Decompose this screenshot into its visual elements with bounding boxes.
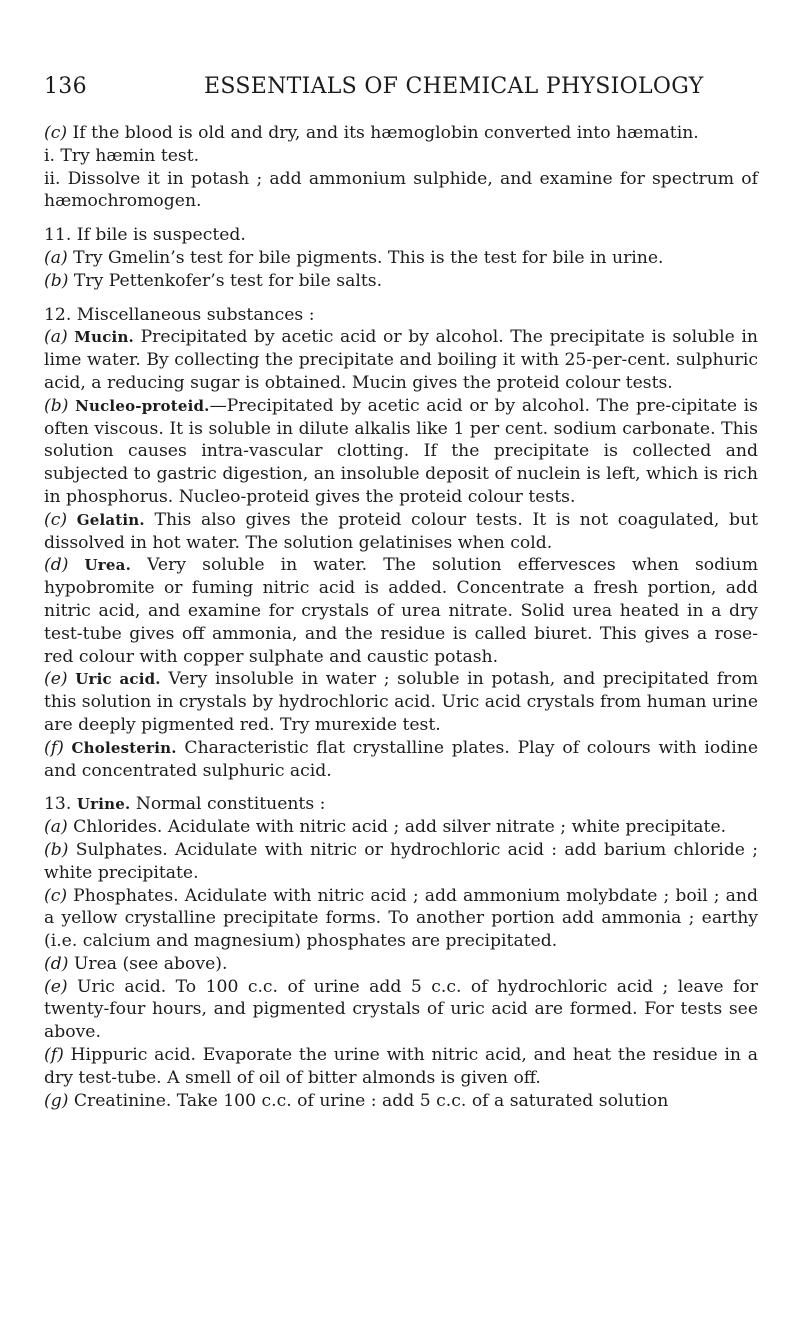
para-text: Try Pettenkofer’s test for bile salts. [68, 270, 383, 291]
running-head [44, 74, 758, 104]
term-heading: Cholesterin. [71, 738, 177, 757]
item-marker: (d) [44, 953, 69, 974]
para-text: This also gives the proteid colour tests. It is not coagulated, but dissolved in hot water. The solution gelatinises when cold. [44, 509, 758, 553]
para-gelatin [44, 509, 758, 555]
item-marker: (b) [44, 839, 69, 860]
para-text: ii. Dissolve it in potash ; add ammonium sulphide, and examine for spectrum of hæmochromogen. [44, 168, 758, 212]
para-urea [44, 554, 758, 668]
para-text: Sulphates. Acidulate with nitric or hydrochloric acid : add barium chloride ; white precipitate. [44, 839, 758, 883]
para-text: Very soluble in water. The solution effervesces when sodium hypobromite or fuming nitric acid is added. Concentrate a fresh portion, add nitric acid, and examine for crystals of urea nitrate. Solid urea heated in a dry test-tube gives off ammonia, and the residue is called biuret. This gives a rose-red colour with copper sulphate and caustic potash. [44, 555, 759, 667]
para-mucin [44, 326, 758, 394]
item-marker: (e) [44, 976, 68, 997]
para-nucleo-proteid [44, 395, 758, 509]
term-heading: Urine. [76, 795, 131, 814]
para-chlorides [44, 816, 758, 839]
para-pettenkofer [44, 270, 758, 293]
para-text: —Precipitated by acetic acid or by alcohol. The pre-cipitate is often viscous. It is soluble in dilute alkalis like 1 per cent. sodium carbonate. This solution causes intra-vascular clotting. If the precipitate is collected and subjected to gastric digestion, an insoluble deposit of nuclein is left, which is rich in phosphorus. Nucleo-proteid gives the proteid colour tests. [44, 395, 758, 507]
page-body [44, 122, 758, 1112]
para-text: Creatinine. Take 100 c.c. of urine : add 5 c.c. of a saturated solution [68, 1090, 669, 1111]
item-marker: (b) [44, 395, 69, 416]
item-marker: (a) [44, 247, 68, 268]
para-c-haematin [44, 122, 758, 145]
para-text: If the blood is old and dry, and its hæmoglobin converted into hæmatin. [67, 123, 699, 143]
para-potash [44, 168, 758, 214]
item-marker: (g) [44, 1090, 69, 1111]
item-marker: (a) [44, 327, 68, 348]
para-text: Normal constituents : [130, 794, 326, 815]
section-11-heading [44, 224, 758, 247]
para-cholesterin [44, 737, 758, 783]
para-text: Characteristic flat crystalline plates. Play of colours with iodine and concentrated sulphuric acid. [44, 737, 758, 781]
item-marker: (b) [44, 270, 69, 291]
item-marker: (f) [44, 1045, 64, 1066]
para-sulphates [44, 839, 758, 885]
para-text: Try Gmelin’s test for bile pigments. This is the test for bile in urine. [67, 247, 664, 268]
para-urea-see-above [44, 953, 758, 976]
term-heading: Urea. [84, 556, 131, 575]
para-text: Chlorides. Acidulate with nitric acid ; add silver nitrate ; white precipitate. [67, 817, 727, 838]
item-marker: (c) [44, 885, 68, 906]
para-gmelin [44, 247, 758, 270]
term-heading: Gelatin. [76, 510, 145, 529]
term-heading: Nucleo-proteid. [75, 396, 210, 415]
para-text: 11. If bile is suspected. [44, 225, 246, 246]
para-haemin-test [44, 145, 758, 168]
para-text: Hippuric acid. Evaporate the urine with nitric acid, and heat the residue in a dry test-tube. A smell of oil of bitter almonds is given off. [44, 1045, 758, 1088]
para-text: Urea (see above). [68, 953, 228, 974]
term-heading: Mucin. [74, 328, 134, 347]
para-text: Precipitated by acetic acid or by alcohol. The precipitate is soluble in lime water. By collecting the precipitate and boiling it with 25-per-cent. sulphuric acid, a reducing sugar is obtained. Mucin gives the proteid colour tests. [44, 327, 758, 393]
para-uric-acid-urine [44, 976, 758, 1044]
item-marker: (c) [44, 509, 68, 530]
item-marker: (c) [44, 123, 68, 143]
para-text: Uric acid. To 100 c.c. of urine add 5 c.c. of hydrochloric acid ; leave for twenty-four hours, and pigmented crystals of uric acid are formed. For tests see above. [44, 976, 758, 1043]
item-marker: (a) [44, 817, 68, 838]
section-12-heading [44, 304, 758, 327]
para-uric-acid [44, 668, 758, 736]
item-marker: (d) [44, 555, 69, 576]
item-marker: (f) [44, 737, 64, 758]
running-title: ESSENTIALS OF CHEMICAL PHYSIOLOGY [204, 74, 704, 99]
para-creatinine [44, 1090, 758, 1113]
item-marker: (e) [44, 669, 68, 690]
para-text: 13. [44, 794, 77, 815]
para-text: 12. Miscellaneous substances : [44, 304, 315, 325]
para-text: i. Try hæmin test. [44, 145, 200, 166]
para-hippuric-acid [44, 1044, 758, 1090]
para-phosphates [44, 885, 758, 953]
page-number: 136 [44, 74, 87, 99]
para-text: Phosphates. Acidulate with nitric acid ; add ammonium molybdate ; boil ; and a yellow crystalline precipitate forms. To another portion add ammonia ; earthy (i.e. calcium and magnesium) phosphates are precipitated. [44, 885, 758, 952]
section-13-heading [44, 793, 758, 816]
term-heading: Uric acid. [75, 670, 161, 689]
para-text: Very insoluble in water ; soluble in potash, and precipitated from this solution in crystals by hydrochloric acid. Uric acid crystals from human urine are deeply pigmented red. Try murexide test. [44, 669, 758, 735]
